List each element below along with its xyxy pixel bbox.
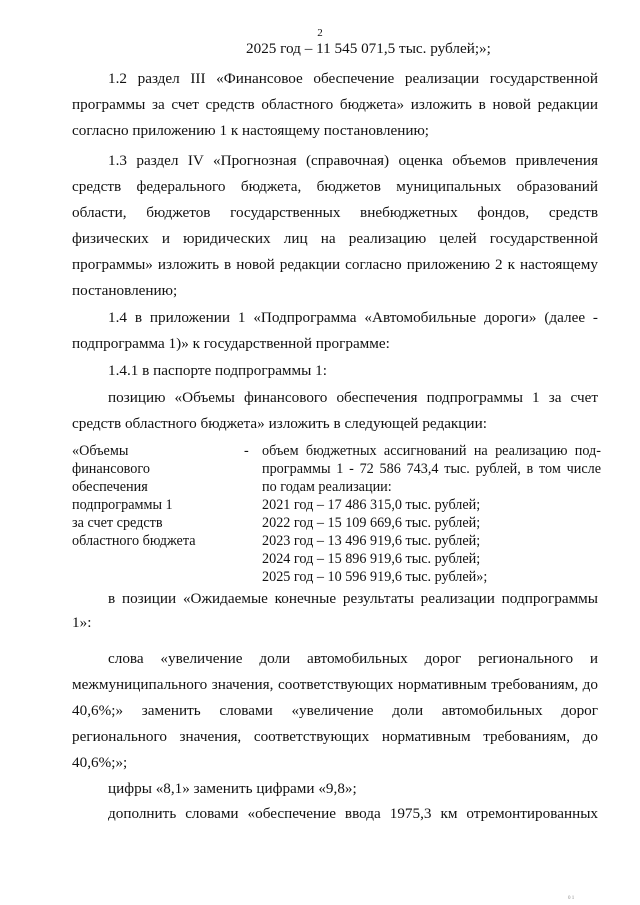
text-line: дополнить словами «обеспечение ввода 1975,3 км отремонтированных [108,805,598,822]
text-line: программы за счет средств областного бюджета» изложить в новой редакции [72,96,598,113]
text-line: 40,6%;»; [72,754,128,771]
table-left-cell: за счет средств [72,515,163,531]
table-right-cell: 2021 год – 17 486 315,0 тыс. рублей; [262,497,481,513]
table-right-cell: 2022 год – 15 109 669,6 тыс. рублей; [262,515,481,531]
text-line: 1»: [72,614,92,631]
text-line: 1.2 раздел III «Финансовое обеспечение реализации государственной [108,70,598,87]
text-line: средств федерального бюджета, бюджетов муниципальных образований [72,178,598,195]
text-line: программы» изложить в новой редакции согласно приложению 2 к настоящему [72,256,598,273]
text-line: межмуниципального значения, соответствующих нормативным требованиям, до [72,676,598,693]
table-right-cell: по годам реализации: [262,479,392,495]
table-left-cell: областного бюджета [72,533,196,549]
table-left-cell: «Объемы [72,443,129,459]
text-line: средств областного бюджета» изложить в следующей редакции: [72,415,487,432]
text-line: 40,6%;» заменить словами «увеличение доли автомобильных дорог [72,702,598,719]
text-line: подпрограмма 1)» к государственной программе: [72,335,390,352]
text-line: согласно приложению 1 к настоящему постановлению; [72,122,430,139]
text-line: цифры «8,1» заменить цифрами «9,8»; [108,780,357,797]
text-line: постановлению; [72,282,178,299]
text-line: слова «увеличение доли автомобильных дорог регионального и [108,650,598,667]
table-left-cell: подпрограммы 1 [72,497,173,513]
table-right-cell: объем бюджетных ассигнований на реализацию под- [262,443,601,459]
table-left-cell: финансового [72,461,150,477]
text-line: физических и юридических лиц на реализацию целей государственной [72,230,598,247]
text-line: 1.3 раздел IV «Прогнозная (справочная) оценка объемов привлечения [108,152,598,169]
text-line: регионального значения, соответствующих нормативным требованиям, до [72,728,598,745]
text-line: позицию «Объемы финансового обеспечения подпрограммы 1 за счет [108,389,598,406]
footer-mark: 0 1 [568,896,575,901]
text-line: 2025 год – 11 545 071,5 тыс. рублей;»; [246,40,491,57]
text-line: 1.4 в приложении 1 «Подпрограмма «Автомобильные дороги» (далее - [108,309,598,326]
text-line: области, бюджетов государственных внебюджетных фондов, средств [72,204,598,221]
table-dash: - [244,443,249,459]
text-line: 1.4.1 в паспорте подпрограммы 1: [108,362,327,379]
text-line: в позиции «Ожидаемые конечные результаты реализации подпрограммы [108,590,598,607]
table-right-cell: 2025 год – 10 596 919,6 тыс. рублей»; [262,569,488,585]
table-left-cell: обеспечения [72,479,148,495]
table-right-cell: программы 1 - 72 586 743,4 тыс. рублей, в том числе [262,461,601,477]
page-number: 2 [317,27,323,39]
table-right-cell: 2023 год – 13 496 919,6 тыс. рублей; [262,533,481,549]
table-right-cell: 2024 год – 15 896 919,6 тыс. рублей; [262,551,481,567]
